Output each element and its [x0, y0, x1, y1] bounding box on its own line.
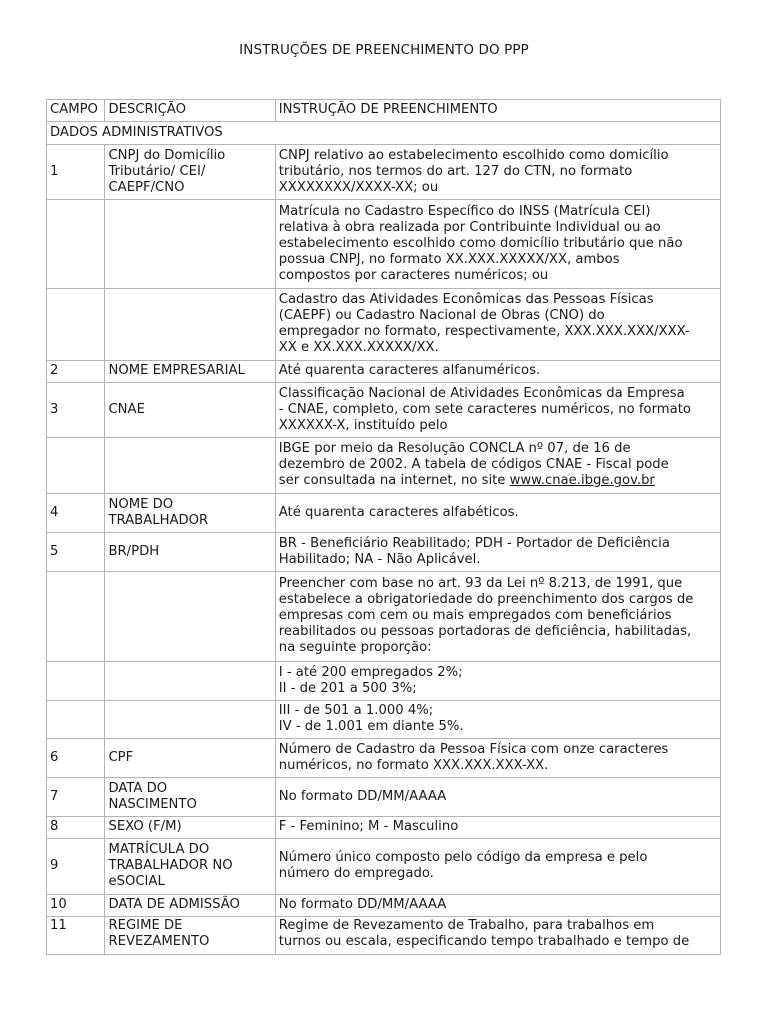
descricao-cell: DATA DE ADMISSÃO	[105, 895, 275, 917]
table-row	[47, 533, 721, 572]
instrucao-cell: No formato DD/MM/AAAA	[275, 895, 720, 917]
campo-cell	[47, 572, 105, 662]
instrucao-cell: F - Feminino; M - Masculino	[275, 817, 720, 839]
table-row	[47, 701, 721, 739]
campo-cell	[47, 662, 105, 701]
descricao-cell: CPF	[105, 739, 275, 778]
instrucao-cell: Número de Cadastro da Pessoa Física com onze caracteres numéricos, no formato XXX.XXX.XXX-XX.	[275, 739, 720, 778]
descricao-cell	[105, 701, 275, 739]
instrucao-text: Regime de Revezamento de Trabalho, para trabalhos em turnos ou escala, especificando tempo trabalhado e tempo de	[278, 918, 690, 949]
table-row	[47, 817, 721, 839]
campo-cell: 6	[47, 739, 105, 778]
header-campo: CAMPO	[47, 100, 105, 122]
instrucao-cell: Número único composto pelo código da empresa e pelo número do empregado.	[275, 839, 720, 895]
campo-cell: 1	[47, 145, 105, 200]
descricao-cell: CNAE	[105, 383, 275, 438]
table-row	[47, 662, 721, 701]
header-instrucao: INSTRUÇÃO DE PREENCHIMENTO	[275, 100, 720, 122]
descricao-cell: MATRÍCULA DO TRABALHADOR NO eSOCIAL	[105, 839, 275, 895]
campo-cell: 4	[47, 494, 105, 533]
instrucao-cell: CNPJ relativo ao estabelecimento escolhido como domicílio tributário, nos termos do art. 127 do CTN, no formato XXXXXXXX/XXXX-XX; ou	[275, 145, 720, 200]
campo-cell	[47, 289, 105, 361]
instrucao-cell	[275, 438, 720, 494]
table-row	[47, 289, 721, 361]
instrucao-cell: Até quarenta caracteres alfanuméricos.	[275, 361, 720, 383]
campo-cell: 2	[47, 361, 105, 383]
instrucao-cell: Preencher com base no art. 93 da Lei nº 8.213, de 1991, que estabelece a obrigatoriedade do preenchimento dos cargos de empresas com cem ou mais empregados com beneficiários reabilitados ou pessoas portadoras de deficiência, habilitadas, na seguinte proporção:	[275, 572, 720, 662]
instrucao-cell: Classificação Nacional de Atividades Econômicas da Empresa - CNAE, completo, com sete caracteres numéricos, no formato XXXXXX-X, instituído pelo	[275, 383, 720, 438]
descricao-cell: NOME EMPRESARIAL	[105, 361, 275, 383]
document-title: INSTRUÇÕES DE PREENCHIMENTO DO PPP	[239, 42, 529, 58]
campo-cell: 10	[47, 895, 105, 917]
instrucao-cell: Matrícula no Cadastro Específico do INSS (Matrícula CEI) relativa à obra realizada por Contribuinte Individual ou ao estabelecimento escolhido como domicílio tributário que não possua CNPJ, no formato XX.XXX.XXXXX/XX, ambos compostos por caracteres numéricos; ou	[275, 200, 720, 289]
campo-cell: 11	[47, 917, 105, 955]
table-row	[47, 200, 721, 289]
table-row	[47, 361, 721, 383]
campo-cell: 5	[47, 533, 105, 572]
cnae-site-link[interactable]: www.cnae.ibge.gov.br	[509, 473, 655, 488]
table-row	[47, 383, 721, 438]
instrucao-cell: No formato DD/MM/AAAA	[275, 778, 720, 817]
table-row	[47, 572, 721, 662]
campo-cell	[47, 438, 105, 494]
descricao-cell: BR/PDH	[105, 533, 275, 572]
campo-cell	[47, 200, 105, 289]
table-row	[47, 895, 721, 917]
descricao-cell: NOME DO TRABALHADOR	[105, 494, 275, 533]
descricao-cell: SEXO (F/M)	[105, 817, 275, 839]
instrucao-cell	[275, 917, 720, 955]
instrucao-cell: I - até 200 empregados 2%; II - de 201 a 500 3%;	[275, 662, 720, 701]
ppp-instructions-table	[46, 99, 721, 955]
instrucao-cell: III - de 501 a 1.000 4%; IV - de 1.001 em diante 5%.	[275, 701, 720, 739]
descricao-cell: CNPJ do Domicílio Tributário/ CEI/ CAEPF/CNO	[105, 145, 275, 200]
table-row	[47, 839, 721, 895]
instrucao-cell: BR - Beneficiário Reabilitado; PDH - Portador de Deficiência Habilitado; NA - Não Aplicável.	[275, 533, 720, 572]
instrucao-cell: Cadastro das Atividades Econômicas das Pessoas Físicas (CAEPF) ou Cadastro Nacional de Obras (CNO) do empregador no formato, respectivamente, XXX.XXX.XXX/XXX- XX e XX.XXX.XXXXX/XX.	[275, 289, 720, 361]
descricao-cell: REGIME DE REVEZAMENTO	[105, 917, 275, 955]
header-row	[47, 100, 721, 122]
campo-cell: 3	[47, 383, 105, 438]
campo-cell: 8	[47, 817, 105, 839]
descricao-cell: DATA DO NASCIMENTO	[105, 778, 275, 817]
table-row	[47, 778, 721, 817]
section-row	[47, 122, 721, 145]
instrucao-text: IBGE por meio da Resolução CONCLA nº 07, de 16 de dezembro de 2002. A tabela de códigos CNAE - Fiscal pode ser consultada na internet, no site	[278, 441, 669, 488]
table-row	[47, 917, 721, 955]
campo-cell: 9	[47, 839, 105, 895]
section-label: DADOS ADMINISTRATIVOS	[47, 122, 721, 145]
instrucao-cell: Até quarenta caracteres alfabéticos.	[275, 494, 720, 533]
table-row	[47, 494, 721, 533]
descricao-cell	[105, 200, 275, 289]
descricao-cell	[105, 289, 275, 361]
campo-cell	[47, 701, 105, 739]
header-descricao: DESCRIÇÃO	[105, 100, 275, 122]
descricao-cell	[105, 572, 275, 662]
table-row	[47, 438, 721, 494]
descricao-cell	[105, 662, 275, 701]
campo-cell: 7	[47, 778, 105, 817]
table-row	[47, 739, 721, 778]
descricao-cell	[105, 438, 275, 494]
table-row	[47, 145, 721, 200]
